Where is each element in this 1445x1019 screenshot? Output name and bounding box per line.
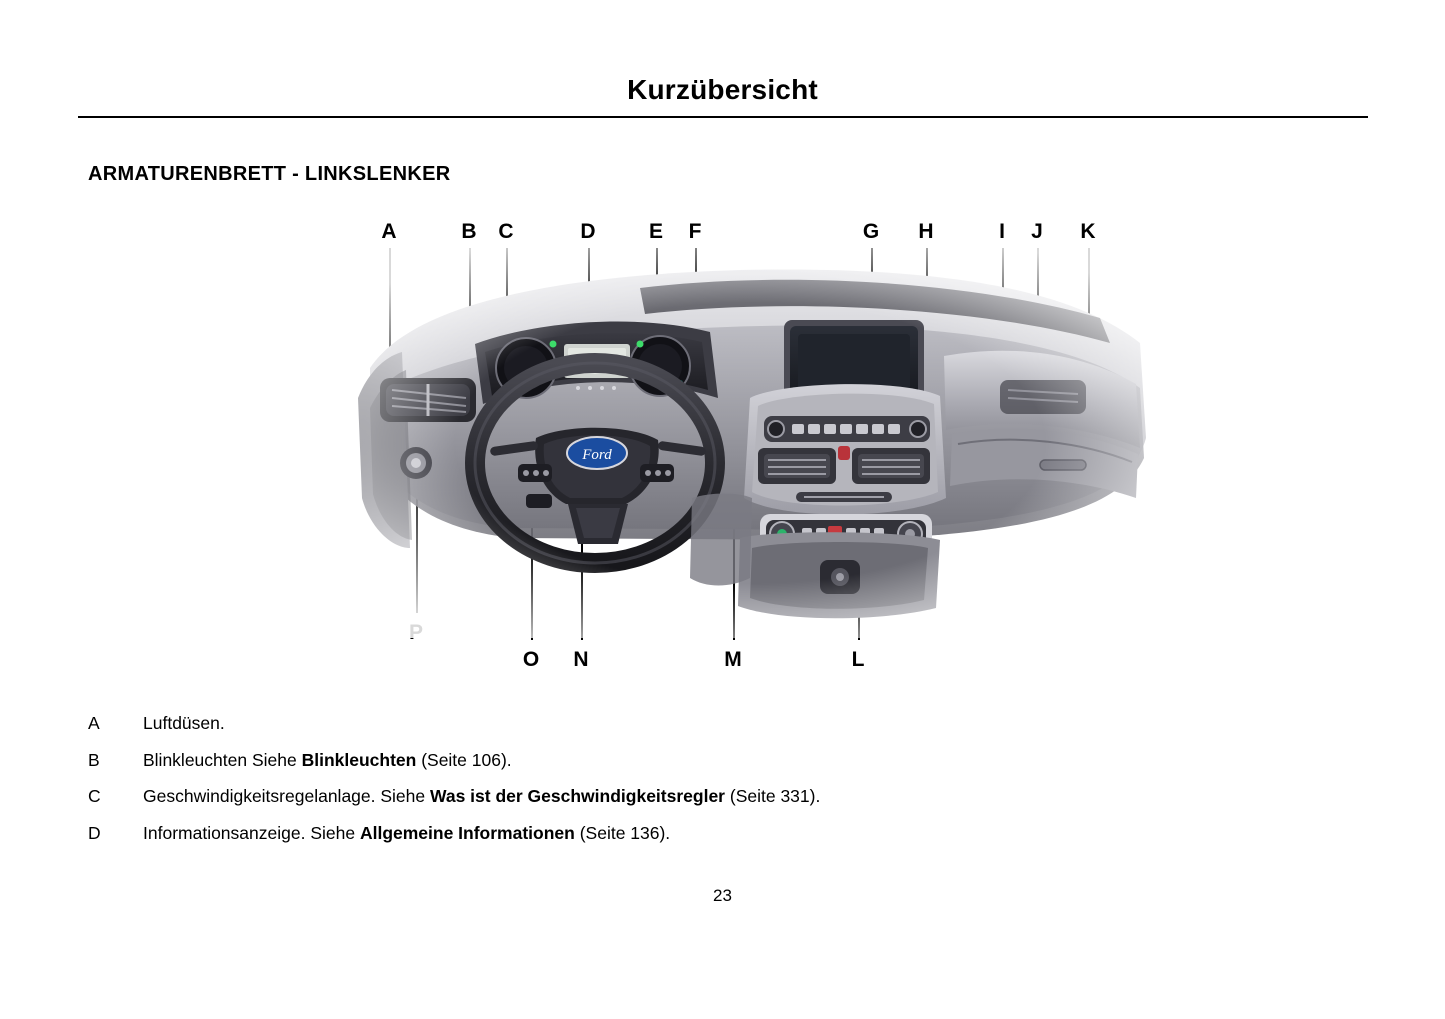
- dashboard-illustration: [340, 248, 1160, 638]
- page-title: Kurzübersicht: [627, 74, 818, 105]
- legend-letter-a: A: [88, 713, 100, 733]
- legend-b-part-1: Blinkleuchten: [301, 749, 417, 770]
- legend-b-part-2: (Seite 106).: [416, 749, 512, 770]
- header-divider: [78, 116, 1368, 118]
- legend-letter-b: B: [88, 749, 100, 770]
- dashboard-figure: [330, 208, 1160, 678]
- legend-b-part-0: Blinkleuchten Siehe: [143, 749, 302, 770]
- legend-text-c: [143, 785, 820, 809]
- legend-c-part-2: (Seite 331).: [725, 786, 821, 807]
- legend-list: [88, 712, 1358, 859]
- callout-label-n: N: [573, 648, 589, 671]
- legend-row-b: [88, 749, 1358, 773]
- callout-label-g: G: [862, 220, 880, 243]
- legend-row-c: [88, 785, 1358, 809]
- legend-text-d: [143, 822, 670, 846]
- legend-row-d: [88, 822, 1358, 846]
- callout-label-i: I: [999, 220, 1005, 243]
- legend-d-part-1: Allgemeine Informationen: [359, 822, 575, 843]
- callout-label-m: M: [724, 648, 742, 671]
- legend-text-b: [143, 749, 512, 773]
- callout-label-h: H: [918, 220, 934, 243]
- legend-d-part-0: Informationsanzeige. Siehe: [143, 822, 360, 843]
- callout-label-e: E: [648, 220, 663, 243]
- callout-label-d: D: [580, 220, 596, 243]
- legend-d-part-2: (Seite 136).: [574, 822, 671, 843]
- callout-label-k: K: [1080, 220, 1096, 243]
- section-title: ARMATURENBRETT - LINKSLENKER: [88, 163, 451, 185]
- legend-letter-d: D: [88, 822, 101, 843]
- callout-label-c: C: [498, 220, 514, 243]
- callout-label-b: B: [461, 220, 477, 243]
- legend-c-part-0: Geschwindigkeitsregelanlage. Siehe: [143, 786, 430, 807]
- page-header: [0, 74, 1445, 106]
- legend-letter-c: C: [88, 786, 101, 807]
- callout-label-f: F: [688, 220, 702, 243]
- callout-label-a: A: [381, 220, 397, 243]
- legend-c-part-1: Was ist der Geschwindigkeitsregler: [429, 786, 725, 807]
- page-number: 23: [713, 886, 732, 905]
- page-footer: [0, 886, 1445, 906]
- legend-a-part-0: Luftdüsen.: [143, 713, 225, 733]
- callout-label-l: L: [851, 648, 865, 671]
- callout-label-j: J: [1031, 220, 1043, 243]
- legend-text-a: [143, 712, 225, 736]
- legend-row-a: [88, 712, 1358, 736]
- callout-label-o: O: [522, 648, 540, 671]
